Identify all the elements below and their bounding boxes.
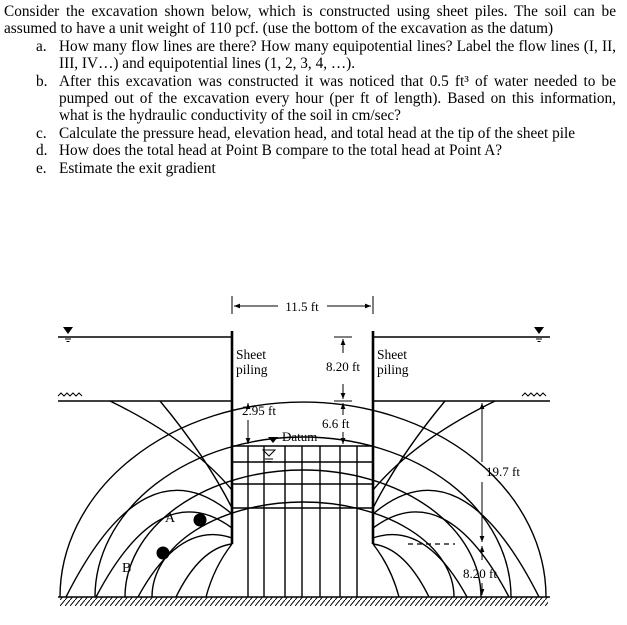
left-pile-label: Sheet: [236, 347, 266, 362]
head-difference-label: 8.20 ft: [326, 359, 360, 374]
question-text: Estimate the exit gradient: [59, 159, 216, 177]
inner-flow-net: [232, 446, 373, 597]
soil-symbol: [522, 393, 546, 396]
width-label: 11.5 ft: [285, 299, 319, 314]
datum-icon: [268, 437, 278, 443]
datum-water-icon: [263, 450, 275, 462]
question-text: Calculate the pressure head, elevation head, and total head at the tip of the sheet pile: [59, 124, 576, 142]
lower-depth-label: 8.20 ft: [463, 566, 497, 581]
soil-symbol: [58, 393, 82, 396]
question-letter: c.: [36, 124, 47, 142]
water-level-icon: [63, 327, 73, 342]
datum-drop-label: 6.6 ft: [322, 416, 350, 431]
question-letter: e.: [36, 159, 47, 177]
problem-intro: Consider the excavation shown below, which is constructed using sheet piles. The soil can be assumed to have a unit weight of 110 pcf. (use the bottom of the excavation as the datum): [4, 3, 616, 38]
point-b-label: B: [122, 561, 132, 576]
left-pile-label: piling: [236, 362, 268, 377]
impervious-layer: [60, 597, 548, 606]
question-letter: b.: [36, 72, 48, 90]
water-level-icon: [534, 327, 544, 342]
embedment-label: 19.7 ft: [486, 464, 520, 479]
excavation-depth-label: 2.95 ft: [242, 403, 276, 418]
question-text: After this excavation was constructed it was noticed that 0.5 ft³ of water needed to be pumped out of the excavation every hour (per ft of length). Based on this information, what is the hydraulic conductivity of the soil in cm/sec?: [59, 72, 616, 125]
point-b-marker: [157, 547, 170, 560]
point-a-marker: [194, 514, 207, 527]
datum-label: Datum: [282, 429, 318, 444]
question-text: How does the total head at Point B compare to the total head at Point A?: [59, 142, 503, 160]
right-pile-label: Sheet: [377, 347, 407, 362]
question-text: How many flow lines are there? How many equipotential lines? Label the flow lines (I, II, III, IV…) and equipotential lines (1, 2, 3, 4, …).: [59, 37, 616, 73]
right-pile-label: piling: [377, 362, 409, 377]
question-letter: a.: [36, 37, 47, 55]
point-a-label: A: [165, 511, 176, 526]
question-letter: d.: [36, 142, 48, 160]
